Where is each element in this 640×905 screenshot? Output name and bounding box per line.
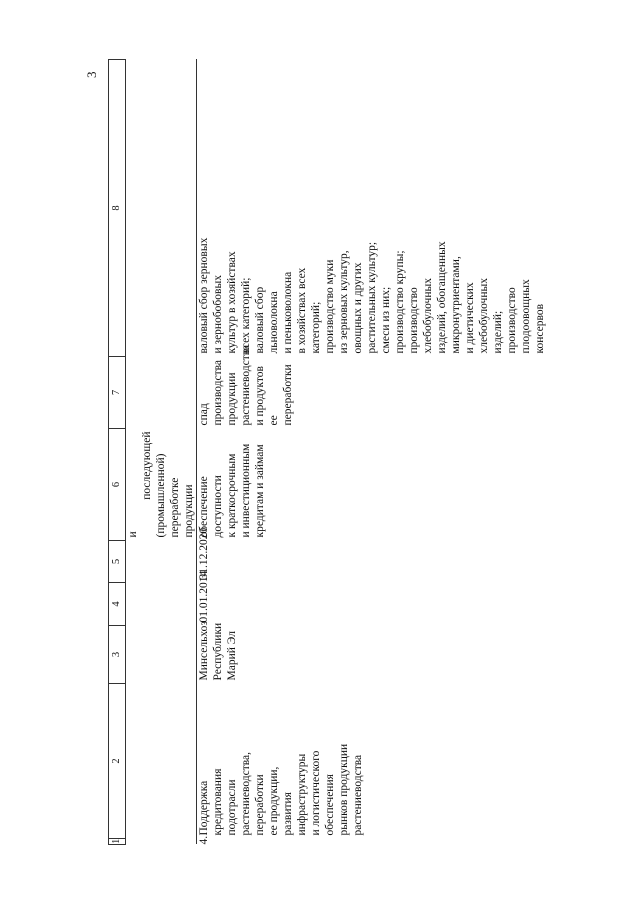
end-date-cell: 31.12.2020 bbox=[198, 527, 211, 580]
consequences-line: растениеводства bbox=[240, 344, 253, 426]
col-header-6: 6 bbox=[109, 429, 126, 541]
expected-result-line: к краткосрочным bbox=[226, 453, 239, 538]
row-number: 4. bbox=[198, 835, 211, 845]
indicator-line: хлебобулочных bbox=[422, 278, 435, 354]
expected-result-line: кредитам и займам bbox=[254, 444, 267, 538]
indicator-line: растительных культур; bbox=[366, 241, 379, 354]
measure-name-line: растениеводства bbox=[352, 754, 365, 836]
continuation-result-cell bbox=[126, 429, 197, 541]
continuation-line: и bbox=[127, 531, 139, 538]
indicator-line: производство bbox=[408, 287, 421, 354]
executor-cell bbox=[197, 621, 548, 684]
indicator-line: культур в хозяйствах bbox=[226, 251, 239, 354]
header-row bbox=[109, 60, 126, 845]
indicator-line: льноволокна bbox=[268, 291, 281, 354]
program-measures-table bbox=[108, 59, 547, 845]
indicator-line: микронутриентами, bbox=[450, 256, 463, 354]
executor-line: Республики bbox=[212, 622, 225, 681]
measure-name-line: подотрасли bbox=[226, 779, 239, 836]
measure-name-line: Поддержка bbox=[198, 780, 211, 836]
indicator-line: консервов bbox=[534, 303, 547, 354]
expected-result-line: доступности bbox=[212, 475, 225, 538]
page-number: 3 bbox=[84, 71, 99, 78]
indicator-line: производство bbox=[506, 287, 519, 354]
indicator-line: хлебобулочных bbox=[478, 278, 491, 354]
measure-name-line: растениеводства, bbox=[240, 751, 253, 836]
indicator-line: валовый сбор bbox=[254, 286, 267, 354]
rotated-page-content bbox=[108, 60, 547, 845]
measure-name-cell bbox=[197, 684, 548, 839]
indicator-line: валовый сбор зерновых bbox=[198, 237, 211, 354]
consequences-line: спад bbox=[198, 403, 211, 426]
indicator-line: из зерновых культур, bbox=[338, 250, 351, 354]
measure-name-line: рынков продукции bbox=[338, 743, 351, 836]
executor-line: Марий Эл bbox=[226, 631, 239, 681]
table-row bbox=[197, 60, 548, 845]
consequences-line: ее переработки bbox=[268, 364, 295, 426]
measure-name-line: кредитования bbox=[212, 768, 225, 836]
indicator-line: категорий; bbox=[310, 301, 323, 354]
col-header-4: 4 bbox=[109, 583, 126, 626]
continuation-row bbox=[126, 60, 197, 845]
continuation-line: переработке продукции bbox=[169, 477, 196, 538]
consequences-line: и продуктов bbox=[254, 366, 267, 426]
col-header-5: 5 bbox=[109, 541, 126, 583]
start-date-cell: 01.01.2014 bbox=[198, 570, 211, 623]
indicator-line: и диетических bbox=[464, 282, 477, 354]
indicator-line: и зернобобовых bbox=[212, 275, 225, 354]
measure-name-line: инфраструктуры bbox=[296, 753, 309, 836]
measure-name-line: развития bbox=[282, 792, 295, 836]
indicator-line: производство муки bbox=[324, 259, 337, 354]
expected-result-line: обеспечение bbox=[198, 476, 211, 538]
indicator-line: в хозяйствах всех bbox=[296, 267, 309, 354]
indicator-line: производство крупы; bbox=[394, 250, 407, 354]
expected-result-line: и инвестиционным bbox=[240, 443, 253, 538]
indicator-line: изделий, обогащенных bbox=[436, 241, 449, 354]
measure-name-line: обеспечения bbox=[324, 774, 337, 836]
consequences-line: продукции bbox=[226, 372, 239, 426]
indicator-line: всех категорий; bbox=[240, 277, 253, 354]
col-header-1: 1 bbox=[109, 839, 126, 845]
col-header-2: 2 bbox=[109, 684, 126, 839]
indicator-line: изделий; bbox=[492, 310, 505, 354]
measure-name-line: переработки bbox=[254, 774, 267, 836]
executor-line: Минсельхоз bbox=[198, 621, 211, 681]
col-header-7: 7 bbox=[109, 357, 126, 429]
expected-result-cell bbox=[197, 429, 548, 541]
col-header-3: 3 bbox=[109, 626, 126, 684]
indicator-line: плодоовощных bbox=[520, 279, 533, 354]
measure-name-line: и логистического bbox=[310, 750, 323, 836]
consequences-line: производства bbox=[212, 360, 225, 426]
indicator-line: смеси из них; bbox=[380, 286, 393, 354]
continuation-line: последующей bbox=[141, 431, 154, 500]
indicator-line: и пеньковолокна bbox=[282, 271, 295, 354]
measure-name-line: ее продукции, bbox=[268, 766, 281, 836]
indicators-cell bbox=[197, 60, 548, 357]
col-header-8: 8 bbox=[109, 60, 126, 357]
indicator-line: овощных и других bbox=[352, 262, 365, 354]
consequences-cell bbox=[197, 344, 548, 429]
continuation-line: (промышленной) bbox=[155, 453, 168, 538]
